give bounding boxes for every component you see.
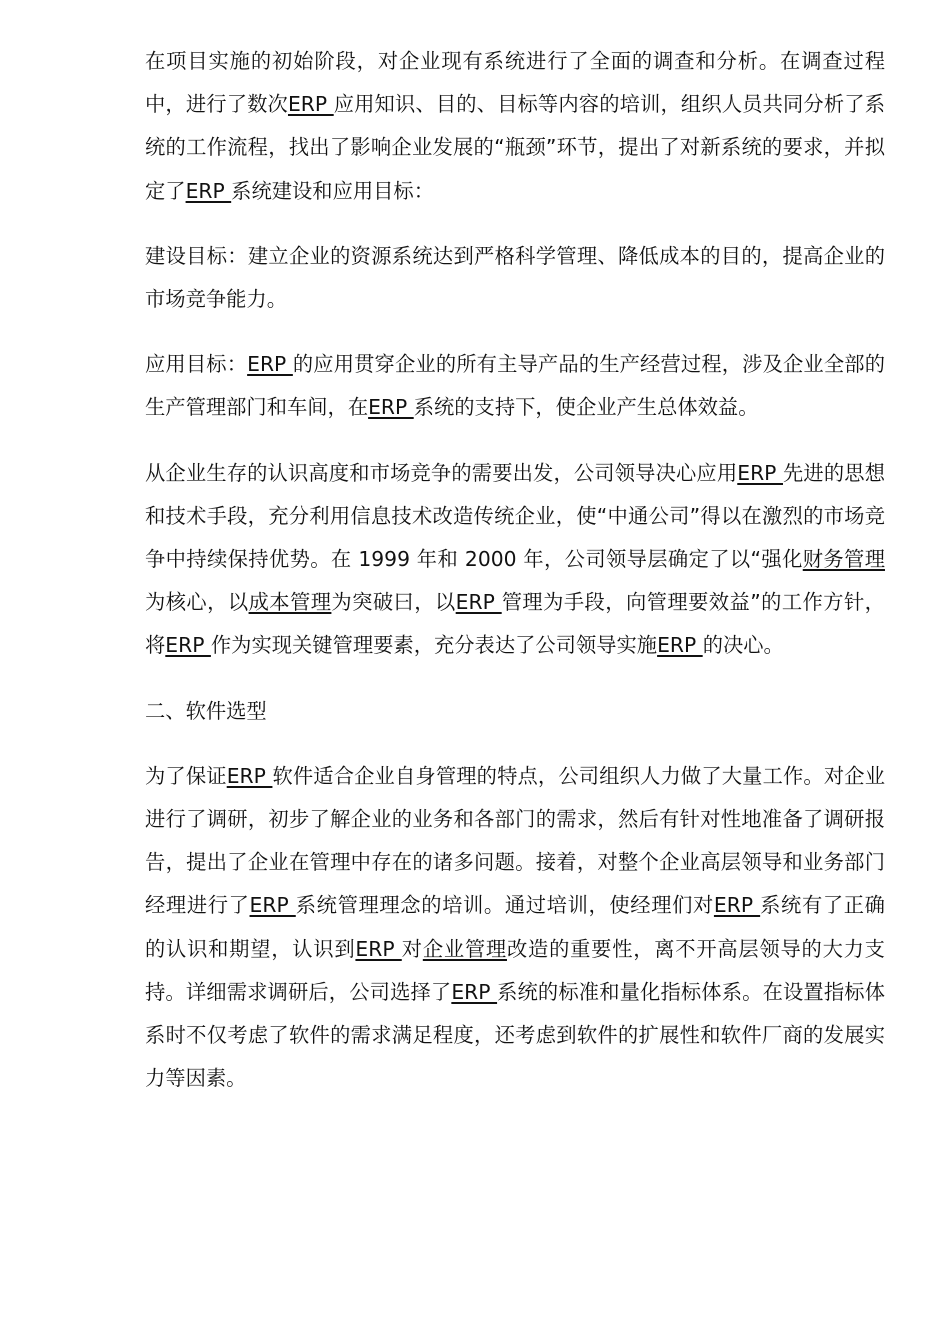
paragraph: [145, 452, 885, 668]
underlined-term: ERP: [368, 395, 414, 420]
text-run: 在项目实施的初始阶段，对企业现有系统进行了全面的调查和分析。在调查过程中，进行了数次: [145, 49, 885, 117]
text-run: 为突破曰，以: [331, 590, 456, 615]
underlined-term: ERP: [657, 633, 703, 658]
text-run: 系统建设和应用目标：: [231, 178, 434, 203]
paragraph: [145, 235, 885, 321]
underlined-term: ERP: [185, 178, 232, 203]
paragraph: [145, 40, 885, 213]
paragraph: [145, 343, 885, 429]
text-run: 二、软件选型: [145, 698, 267, 723]
paragraph: [145, 690, 885, 733]
text-run: 作为实现关键管理要素，充分表达了公司领导实施: [210, 633, 658, 658]
text-run: 系统的支持下，使企业产生总体效益。: [413, 395, 759, 420]
text-run: 系统管理理念的培训。通过培训，使经理们对: [295, 893, 714, 918]
underlined-term: ERP: [451, 979, 498, 1004]
document-page: [145, 40, 885, 1122]
paragraph: [145, 755, 885, 1101]
text-run: 系统的标准和量化指标体系。在设置指标体系时不仅考虑了软件的需求满足程度，还考虑到软件的扩展性和软件厂商的发展实力等因素。: [145, 979, 885, 1091]
underlined-term: 成本管理: [248, 590, 332, 615]
underlined-term: ERP: [737, 460, 783, 485]
underlined-term: ERP: [249, 893, 296, 918]
underlined-term: ERP: [247, 352, 293, 377]
text-run: 的决心。: [702, 633, 784, 658]
text-run: 从企业生存的认识高度和市场竞争的需要出发，公司领导决心应用: [145, 460, 738, 485]
text-run: 应用目标：: [145, 352, 248, 377]
text-run: 管理为手段，向管理要效益”的工作方针，将: [145, 590, 885, 658]
underlined-term: ERP: [355, 936, 402, 961]
text-run: 应用知识、目的、目标等内容的培训，组织人员共同分析了系统的工作流程，找出了影响企业发展的“瓶颈”环节，提出了对新系统的要求，并拟定了: [145, 92, 885, 203]
underlined-term: 财务管理: [802, 547, 885, 572]
text-run: 先进的思想和技术手段，充分利用信息技术改造传统企业，使“中通公司”得以在激烈的市场竞争中持续保持优势。在 1999 年和 2000 年，公司领导层确定了以“强化: [145, 460, 885, 572]
text-run: 为了保证: [145, 763, 227, 788]
underlined-term: ERP: [455, 590, 502, 615]
underlined-term: 企业管理: [422, 936, 507, 961]
text-run: 软件适合企业自身管理的特点，公司组织人力做了大量工作。对企业进行了调研，初步了解企业的业务和各部门的需求，然后有针对性地准备了调研报告，提出了企业在管理中存在的诸多问题。接着，对整个企业高层领导和业务部门经理进行了: [145, 763, 885, 918]
text-run: 系统有了正确的认识和期望，认识到: [145, 893, 885, 961]
underlined-term: ERP: [165, 633, 211, 658]
underlined-term: ERP: [287, 92, 334, 117]
text-run: 改造的重要性，离不开高层领导的大力支持。详细需求调研后，公司选择了: [145, 936, 885, 1004]
text-run: 建设目标：建立企业的资源系统达到严格科学管理、降低成本的目的，提高企业的市场竞争能力。: [145, 243, 885, 312]
underlined-term: ERP: [713, 893, 761, 918]
underlined-term: ERP: [226, 763, 273, 788]
text-run: 为核心，以: [145, 590, 249, 615]
text-run: 对: [401, 936, 423, 961]
text-run: 的应用贯穿企业的所有主导产品的生产经营过程，涉及企业全部的生产管理部门和车间，在: [145, 352, 885, 420]
